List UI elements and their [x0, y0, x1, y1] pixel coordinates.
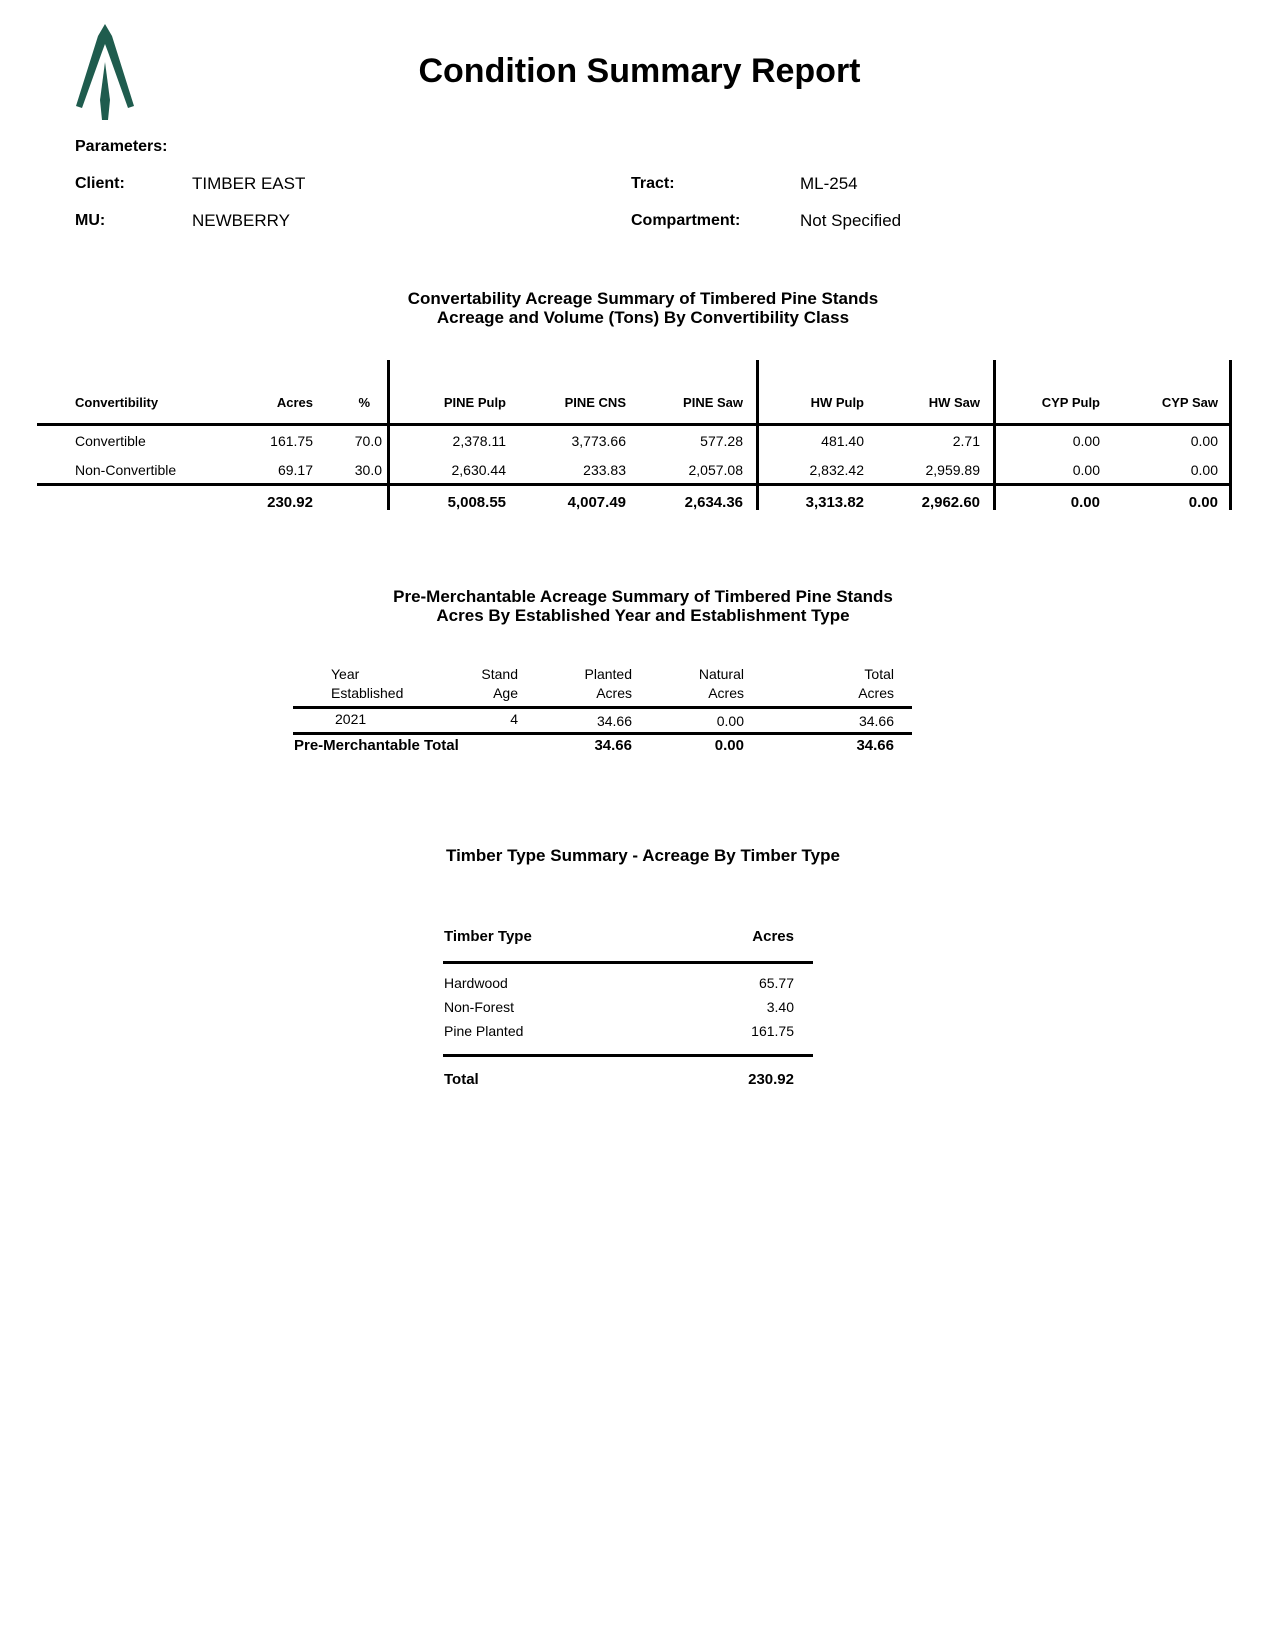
- column-header: PINE Saw: [683, 395, 743, 410]
- cell: 34.66: [596, 713, 632, 729]
- convertibility-title-line2: Acreage and Volume (Tons) By Convertibility Class: [436, 308, 850, 327]
- column-header: Acres: [276, 395, 313, 410]
- column-header: PINE Pulp: [443, 395, 506, 410]
- total-cell: 230.92: [748, 1071, 794, 1088]
- column-header: HW Pulp: [810, 395, 864, 410]
- cell: 70.0: [354, 433, 382, 449]
- column-header: Convertibility: [75, 395, 159, 410]
- totals-rule: [443, 1054, 813, 1057]
- column-header: Timber Type: [444, 928, 532, 945]
- cell: 481.40: [821, 433, 864, 449]
- column-header: %: [358, 395, 370, 410]
- cell: 2,959.89: [925, 462, 980, 478]
- totals-rule: [37, 483, 1232, 486]
- column-header: PINE CNS: [564, 395, 626, 410]
- header-rule: [37, 423, 1232, 426]
- cell: 2.71: [952, 433, 980, 449]
- total-label: Total: [444, 1071, 479, 1088]
- table-divider: [1229, 360, 1232, 510]
- cell: 2,057.08: [688, 462, 743, 478]
- compartment-label: Compartment:: [631, 212, 741, 229]
- client-value: TIMBER EAST: [192, 174, 306, 193]
- total-cell: 2,634.36: [684, 494, 743, 511]
- cell: 2,378.11: [452, 433, 506, 449]
- table-divider: [756, 360, 759, 510]
- column-header: Year Established: [331, 666, 404, 701]
- cell: 3.40: [766, 999, 794, 1015]
- mu-label: MU:: [75, 212, 106, 229]
- column-header: Acres: [752, 928, 794, 945]
- convertibility-title-line1: Convertability Acreage Summary of Timbered Pine Stands: [407, 289, 879, 308]
- cell: 161.75: [270, 433, 313, 449]
- page-title: Condition Summary Report: [418, 52, 861, 90]
- cell: 30.0: [354, 462, 382, 478]
- column-header: CYP Pulp: [1041, 395, 1100, 410]
- row-label: Hardwood: [444, 975, 508, 991]
- cell: 0.00: [716, 713, 744, 729]
- total-cell: 34.66: [856, 737, 894, 754]
- compartment-value: Not Specified: [800, 211, 902, 230]
- header-rule: [293, 706, 912, 709]
- cell: 161.75: [751, 1023, 794, 1039]
- total-cell: 230.92: [267, 494, 313, 511]
- cell: 0.00: [1190, 433, 1218, 449]
- total-cell: 3,313.82: [805, 494, 864, 511]
- premerchantable-title-line2: Acres By Established Year and Establishment Type: [436, 606, 850, 625]
- tract-value: ML-254: [800, 174, 858, 193]
- cell: 2,832.42: [809, 462, 864, 478]
- cell: 69.17: [277, 462, 313, 478]
- column-header: Planted Acres: [584, 666, 632, 701]
- total-cell: 4,007.49: [567, 494, 626, 511]
- total-cell: 0.00: [1188, 494, 1218, 511]
- row-label: Non-Forest: [444, 999, 515, 1015]
- total-cell: 34.66: [594, 737, 632, 754]
- column-header: CYP Saw: [1161, 395, 1218, 410]
- timber-type-title: Timber Type Summary - Acreage By Timber Type: [446, 846, 840, 865]
- header-rule: [443, 961, 813, 964]
- premerchantable-title-line1: Pre-Merchantable Acreage Summary of Timbered Pine Stands: [393, 587, 893, 606]
- cell: 0.00: [1190, 462, 1218, 478]
- client-label: Client:: [75, 175, 125, 192]
- row-label: Pine Planted: [444, 1023, 524, 1039]
- tract-label: Tract:: [631, 175, 675, 192]
- cell: 2021: [335, 711, 367, 727]
- total-cell: 5,008.55: [447, 494, 506, 511]
- total-cell: 2,962.60: [921, 494, 980, 511]
- cell: 577.28: [700, 433, 743, 449]
- table-divider: [993, 360, 996, 510]
- cell: 0.00: [1072, 462, 1100, 478]
- total-cell: 0.00: [714, 737, 744, 754]
- row-label: Convertible: [75, 433, 146, 449]
- totals-rule: [293, 732, 912, 735]
- cell: 65.77: [758, 975, 794, 991]
- column-header: HW Saw: [928, 395, 980, 410]
- parameters-heading: Parameters:: [75, 138, 168, 155]
- table-divider: [387, 360, 390, 510]
- cell: 2,630.44: [451, 462, 506, 478]
- cell: 4: [510, 711, 518, 727]
- total-label: Pre-Merchantable Total: [294, 737, 459, 754]
- column-header: Stand Age: [481, 666, 518, 701]
- cell: 0.00: [1072, 433, 1100, 449]
- column-header: Total Acres: [858, 666, 894, 701]
- total-cell: 0.00: [1070, 494, 1100, 511]
- column-header: Natural Acres: [698, 666, 744, 701]
- row-label: Non-Convertible: [75, 462, 177, 478]
- cell: 233.83: [583, 462, 626, 478]
- cell: 34.66: [858, 713, 894, 729]
- mu-value: NEWBERRY: [192, 211, 290, 230]
- cell: 3,773.66: [571, 433, 626, 449]
